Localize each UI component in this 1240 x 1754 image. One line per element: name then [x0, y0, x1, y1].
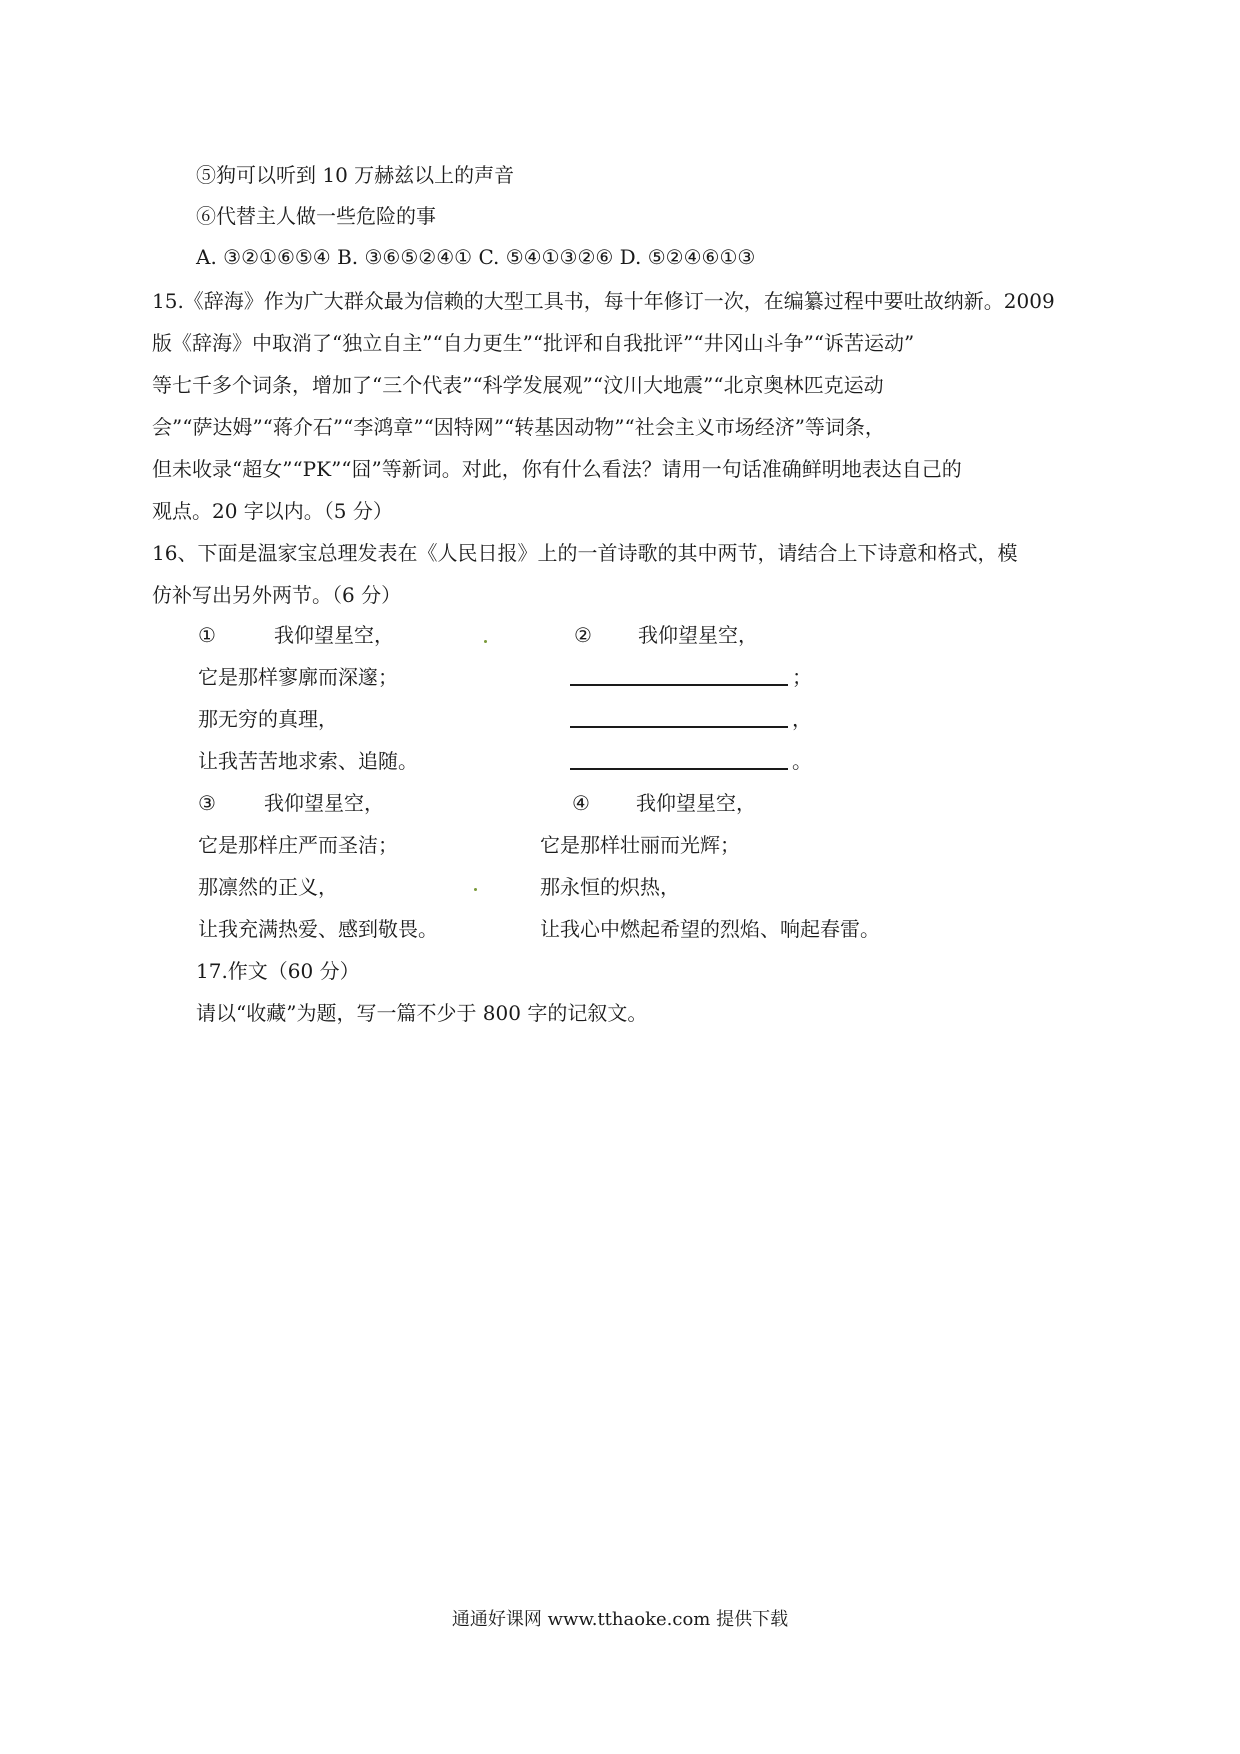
q15-line: 15.《辞海》作为广大群众最为信赖的大型工具书，每十年修订一次，在编纂过程中要吐故纳新。2009 — [152, 289, 1055, 313]
q17-prompt: 请以“收藏”为题，写一篇不少于 800 字的记叙文。 — [196, 1001, 648, 1025]
q16-question — [152, 532, 1017, 616]
stanza1-line: 让我苦苦地求索、追随。 — [198, 749, 418, 773]
q16-line: 仿补写出另外两节。（6 分） — [152, 583, 402, 607]
q15-line: 但未收录“超女”“PK”“囧”等新词。对此，你有什么看法？请用一句话准确鲜明地表达自己的 — [152, 457, 962, 481]
stanza2-answer-blank[interactable] — [570, 726, 788, 728]
ink-speck — [474, 888, 477, 891]
stanza3-number: ③ — [198, 791, 216, 815]
q15-line: 观点。20 字以内。（5 分） — [152, 499, 393, 523]
stanza1-line: 它是那样寥廓而深邃； — [198, 665, 398, 689]
stanza4-line: 它是那样壮丽而光辉； — [540, 833, 740, 857]
stanza3-line: 那凛然的正义， — [198, 875, 338, 899]
q16-line: 16、下面是温家宝总理发表在《人民日报》上的一首诗歌的其中两节，请结合上下诗意和格式，模 — [152, 541, 1018, 565]
stanza4-line: 那永恒的炽热， — [540, 875, 680, 899]
stanza3-line: 它是那样庄严而圣洁； — [198, 833, 398, 857]
q14-item-6: ⑥代替主人做一些危险的事 — [196, 204, 436, 228]
q15-question — [152, 280, 1055, 532]
stanza2-punct: ； — [792, 665, 812, 689]
q15-line: 版《辞海》中取消了“独立自主”“自力更生”“批评和自我批评”“井冈山斗争”“诉苦运动” — [152, 331, 915, 355]
stanza4-number: ④ — [572, 791, 590, 815]
stanza4-line: 让我心中燃起希望的烈焰、响起春雷。 — [540, 917, 880, 941]
q14-options: A. ③②①⑥⑤④ B. ③⑥⑤②④① C. ⑤④①③②⑥ D. ⑤②④⑥①③ — [196, 245, 756, 269]
page-footer: 通通好课网 www.tthaoke.com 提供下载 — [451, 1609, 789, 1630]
stanza3-line: 让我充满热爱、感到敬畏。 — [198, 917, 438, 941]
stanza2-answer-blank[interactable] — [570, 768, 788, 770]
q17-title: 17.作文（60 分） — [196, 959, 360, 983]
ink-speck — [484, 640, 487, 643]
stanza2-punct: ， — [792, 707, 812, 731]
q15-line: 会”“萨达姆”“蒋介石”“李鸿章”“因特网”“转基因动物”“社会主义市场经济”等词条， — [152, 415, 885, 439]
stanza2-first-line: 我仰望星空， — [638, 623, 758, 647]
stanza4-first-line: 我仰望星空， — [636, 791, 756, 815]
stanza2-answer-blank[interactable] — [570, 684, 788, 686]
q14-item-5: ⑤狗可以听到 10 万赫兹以上的声音 — [196, 163, 515, 187]
stanza1-number: ① — [198, 623, 216, 647]
stanza3-first-line: 我仰望星空， — [264, 791, 384, 815]
stanza1-line: 那无穷的真理， — [198, 707, 338, 731]
q15-line: 等七千多个词条，增加了“三个代表”“科学发展观”“汶川大地震”“北京奥林匹克运动 — [152, 373, 884, 397]
stanza1-first-line: 我仰望星空， — [274, 623, 394, 647]
stanza2-punct: 。 — [792, 749, 812, 773]
stanza2-number: ② — [574, 623, 592, 647]
